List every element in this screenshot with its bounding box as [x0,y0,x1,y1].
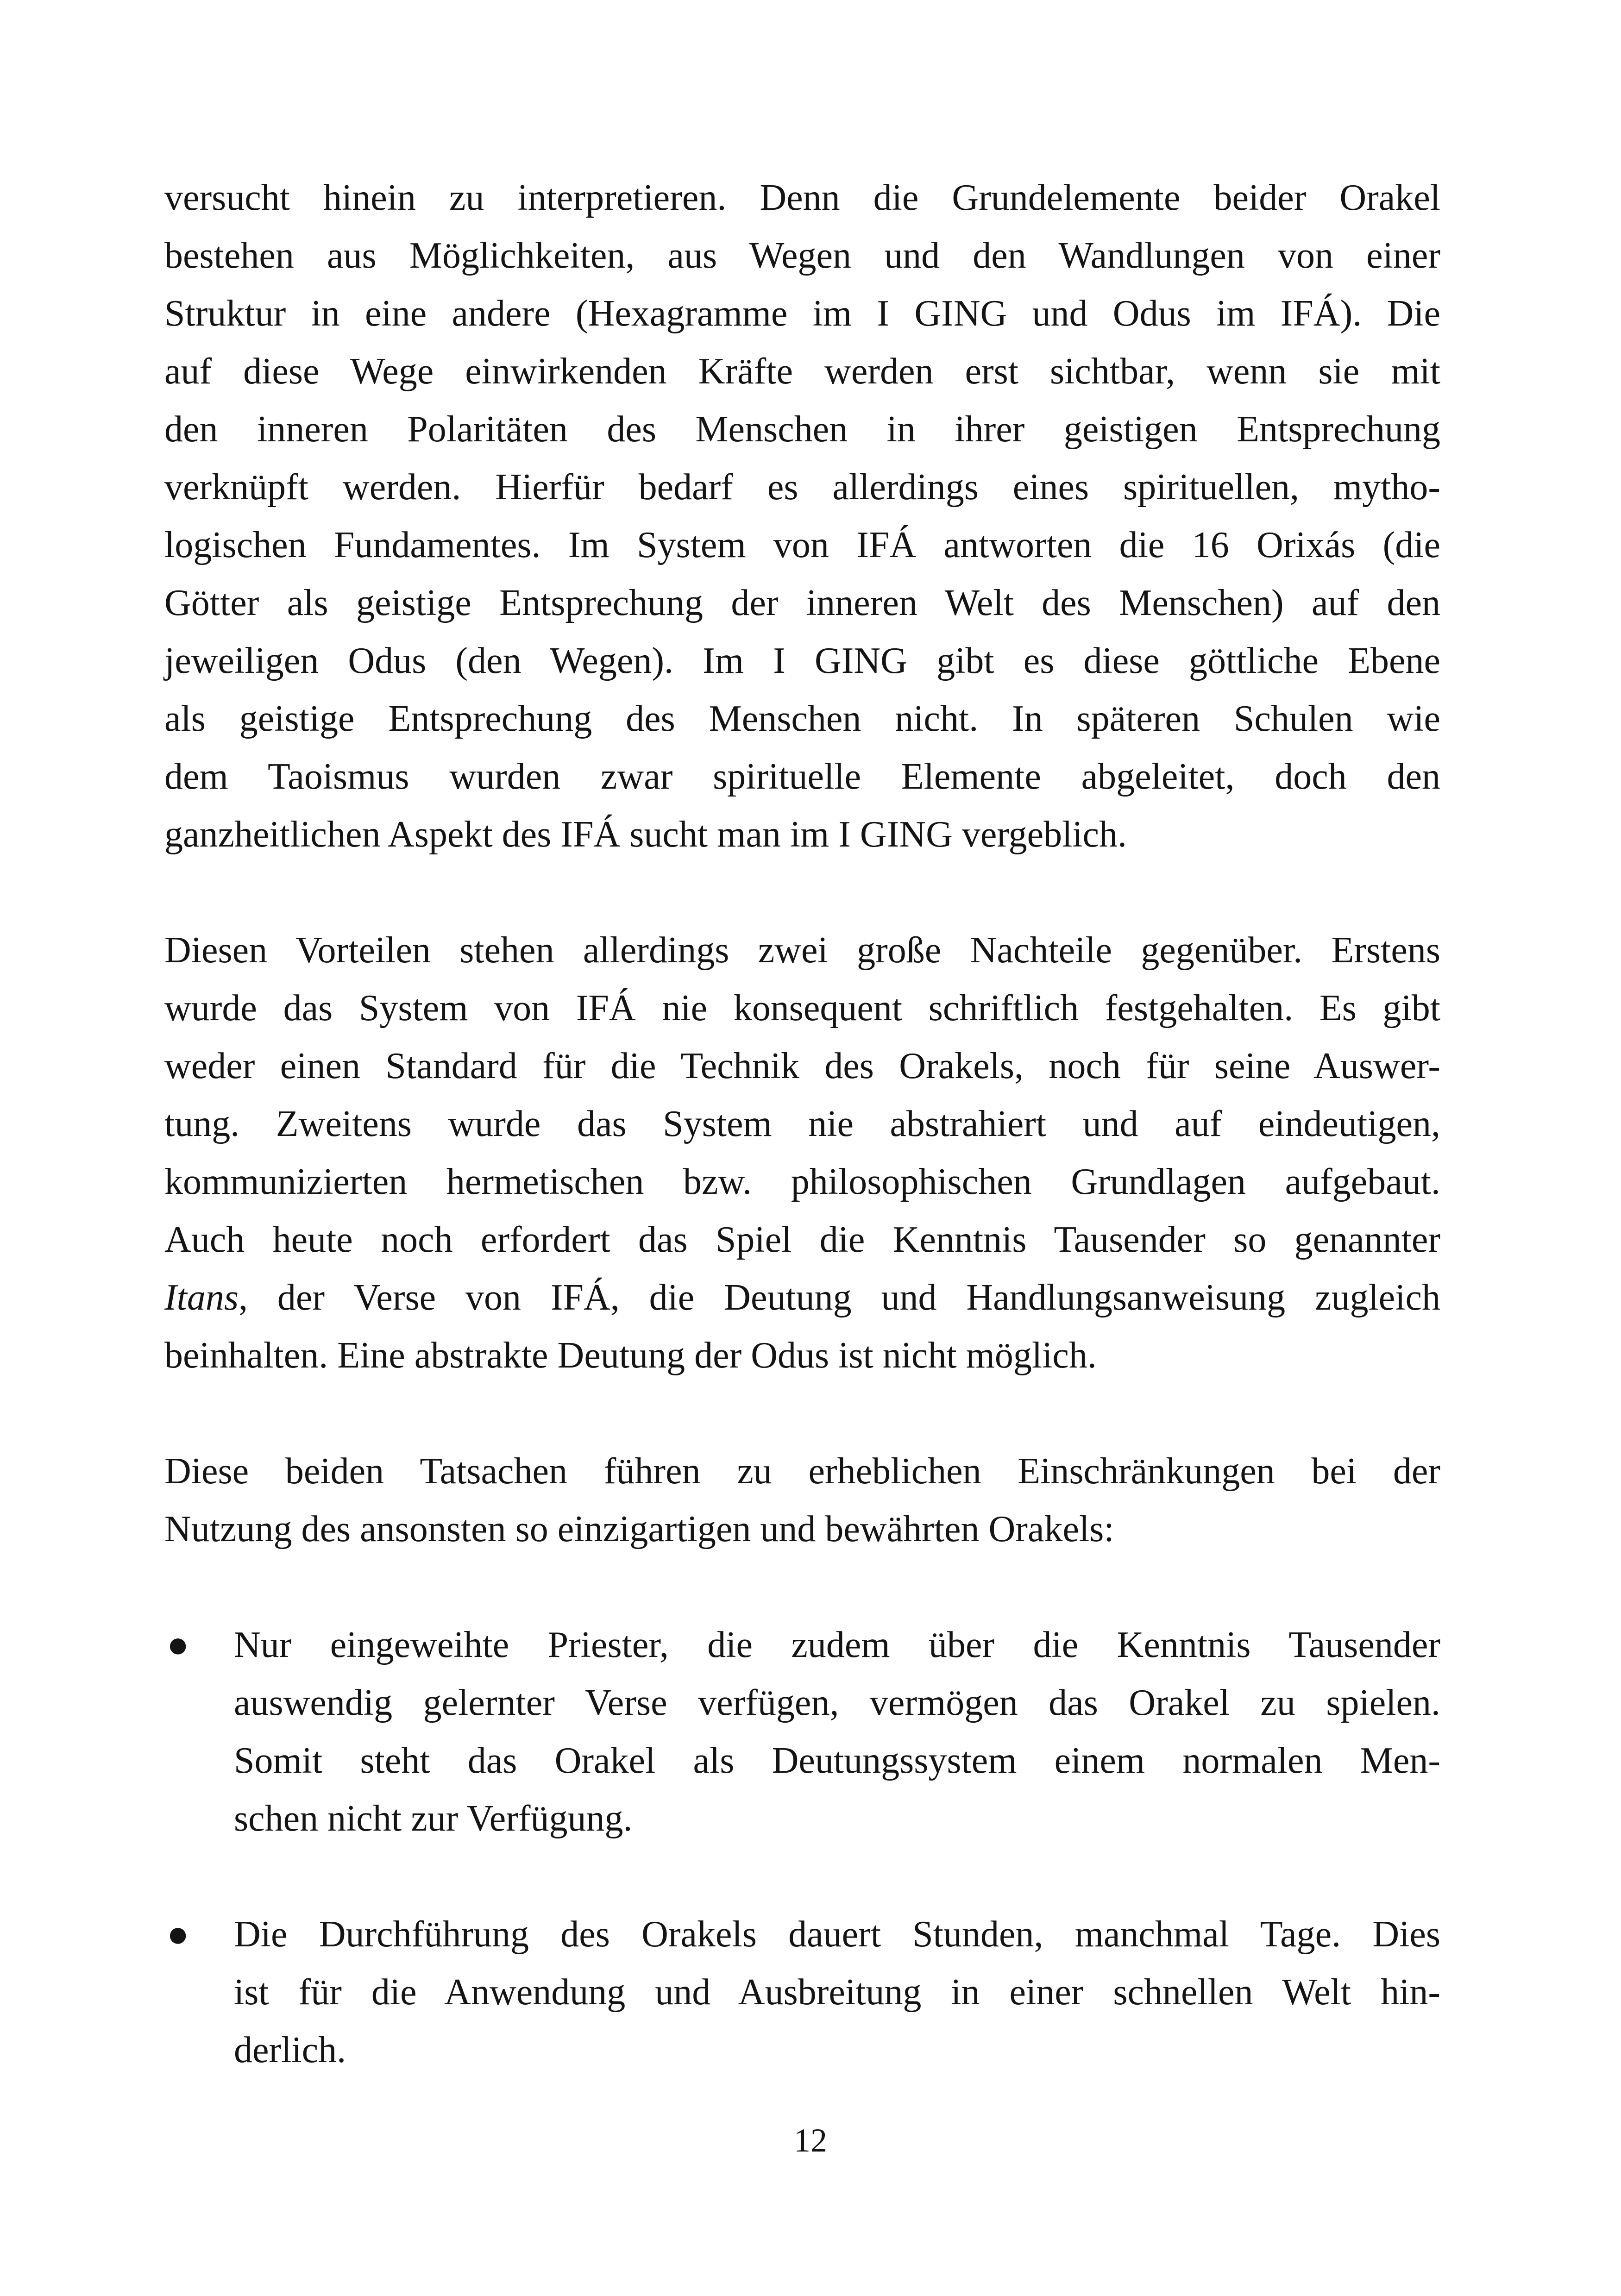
text-line: jeweiligen Odus (den Wegen). Im I GING gibt es diese göttliche Ebene [164,640,1440,681]
paragraph-spacer [164,1558,1440,1616]
text-line: wurde das System von IFÁ nie konsequent schriftlich festgehalten. Es gibt [164,988,1440,1029]
text-line: auswendig gelernter Verse verfügen, vermögen das Orakel zu spielen. [234,1682,1440,1723]
text-line: kommunizierten hermetischen bzw. philosophischen Grundlagen aufgebaut. [164,1161,1440,1202]
bullet-item [164,1616,1440,1848]
bullet-icon: ● [167,1914,189,1955]
text-line: logischen Fundamentes. Im System von IFÁ antworten die 16 Orixás (die [164,525,1440,565]
text-line: versucht hinein zu interpretieren. Denn die Grundelemente beider Orakel [164,177,1440,218]
text-line: Die Durchführung des Orakels dauert Stunden, manchmal Tage. Dies [234,1914,1440,1955]
text-line: Nur eingeweihte Priester, die zudem über die Kenntnis Tausender [234,1625,1440,1665]
text-line: Struktur in eine andere (Hexagramme im I GING und Odus im IFÁ). Die [164,293,1440,334]
text-line: Diesen Vorteilen stehen allerdings zwei große Nachteile gegenüber. Erstens [164,930,1440,971]
italic-term: Itans [164,1277,239,1318]
text-line: Götter als geistige Entsprechung der inneren Welt des Menschen) auf den [164,583,1440,623]
text-line: auf diese Wege einwirkenden Kräfte werden erst sichtbar, wenn sie mit [164,351,1440,392]
text-fragment: , der Verse von IFÁ, die Deutung und Handlungsanweisung zugleich [239,1277,1440,1318]
text-line: derlich. [234,2030,346,2070]
text-line: Nutzung des ansonsten so einzigartigen und bewährten Orakels: [164,1509,1114,1549]
text-line: beinhalten. Eine abstrakte Deutung der Odus ist nicht möglich. [164,1335,1097,1376]
text-line: Diese beiden Tatsachen führen zu erheblichen Einschränkungen bei der [164,1451,1440,1492]
text-line: tung. Zweitens wurde das System nie abstrahiert und auf eindeutigen, [164,1104,1440,1144]
text-line: weder einen Standard für die Technik des Orakels, noch für seine Auswer- [164,1046,1440,1086]
bullet-item [164,1906,1440,2079]
paragraph-2 [164,922,1440,1385]
text-line: schen nicht zur Verfügung. [234,1798,633,1839]
text-line: verknüpft werden. Hierfür bedarf es allerdings eines spirituellen, mytho- [164,467,1440,508]
text-line: bestehen aus Möglichkeiten, aus Wegen und den Wandlungen von einer [164,235,1440,276]
paragraph-3 [164,1443,1440,1558]
text-line: ganzheitlichen Aspekt des IFÁ sucht man im I GING vergeblich. [164,814,1127,855]
paragraph-1 [164,169,1440,864]
paragraph-spacer [164,864,1440,922]
bullet-icon: ● [167,1625,189,1665]
text-line [164,1269,1440,1327]
text-line: den inneren Polaritäten des Menschen in ihrer geistigen Entsprechung [164,409,1440,450]
page-content [164,169,1440,2079]
paragraph-spacer [164,1385,1440,1443]
text-line: ist für die Anwendung und Ausbreitung in einer schnellen Welt hin- [234,1972,1440,2013]
text-line: Somit steht das Orakel als Deutungssystem einem normalen Men- [234,1740,1440,1781]
text-line: als geistige Entsprechung des Menschen nicht. In späteren Schulen wie [164,698,1440,739]
page-number: 12 [794,2122,827,2159]
paragraph-spacer [164,1848,1440,1906]
text-line: dem Taoismus wurden zwar spirituelle Elemente abgeleitet, doch den [164,756,1440,797]
text-line: Auch heute noch erfordert das Spiel die Kenntnis Tausender so genannter [164,1219,1440,1260]
